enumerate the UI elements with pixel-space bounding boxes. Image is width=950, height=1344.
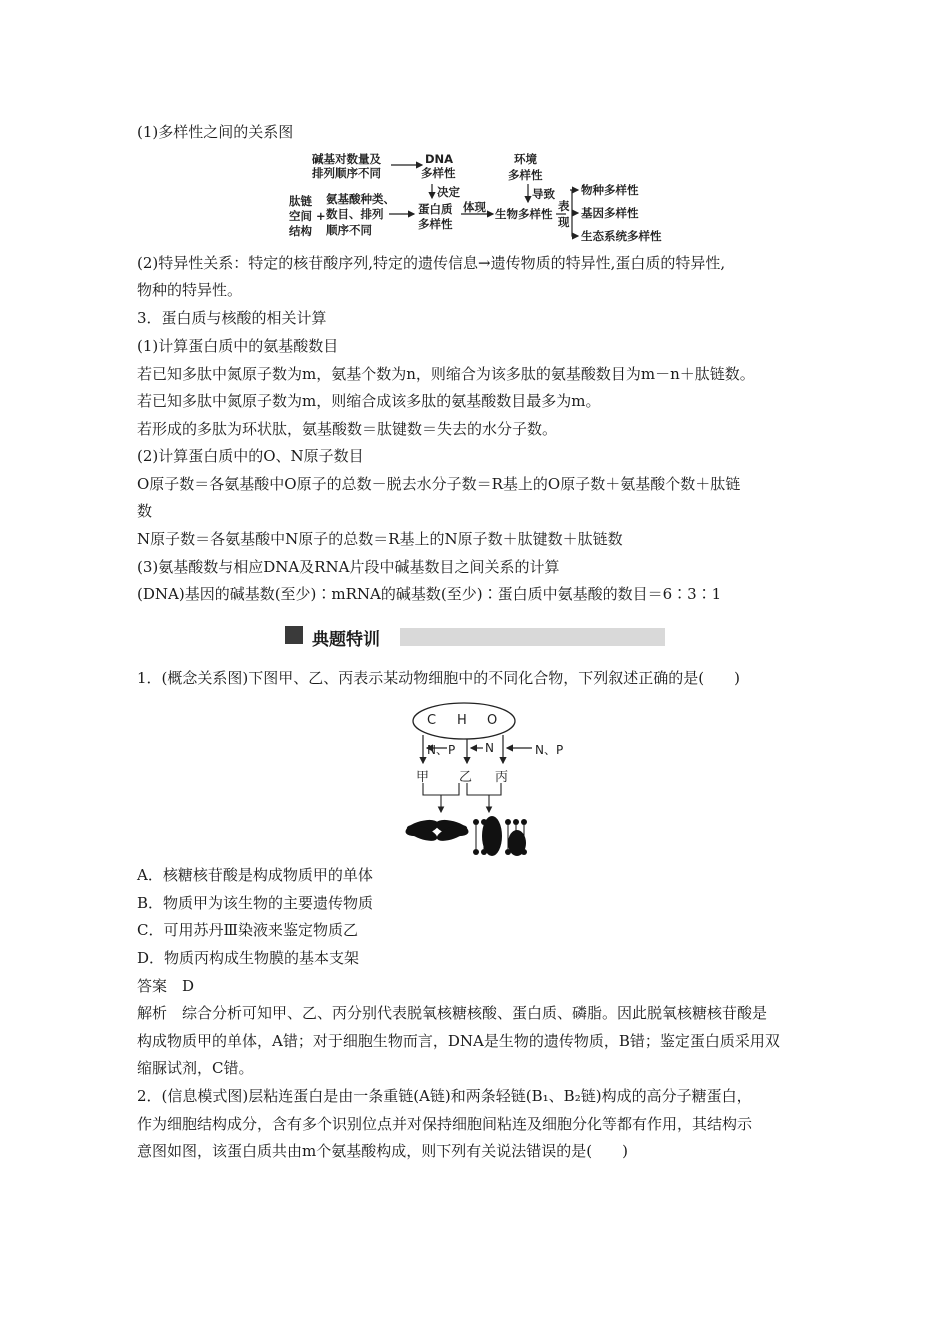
- decide-label: 决定: [437, 185, 460, 199]
- amino-acid-label-2: 数目、排列: [326, 207, 384, 221]
- q1-option-a: A．核糖核苷酸是构成物质甲的单体: [137, 866, 373, 884]
- q1-analysis-3: 缩脲试剂，C错。: [137, 1059, 254, 1077]
- q1-answer: 答案 D: [137, 977, 195, 995]
- n-mid-label: N: [485, 741, 494, 755]
- dna-label-1: DNA: [425, 152, 454, 166]
- element-o: O: [487, 713, 498, 728]
- calc-sub-heading-1: (1)计算蛋白质中的氨基酸数目: [137, 337, 339, 355]
- embody-label: 体现: [463, 200, 486, 214]
- q1-stem: 1．(概念关系图)下图甲、乙、丙表示某动物细胞中的不同化合物，下列叙述正确的是( ): [137, 669, 740, 687]
- specificity-line-2: 物种的特异性。: [137, 281, 243, 299]
- o-atom-line-1: O原子数＝各氨基酸中O原子的总数－脱去水分子数＝R基上的O原子数＋氨基酸个数＋肽链: [137, 475, 741, 493]
- amino-acid-label-3: 顺序不同: [326, 223, 372, 237]
- protein-label-2: 多样性: [418, 217, 453, 231]
- diversity-heading: (1)多样性之间的关系图: [137, 123, 294, 141]
- specificity-line-1: (2)特异性关系：特定的核苷酸序列,特定的遗传信息→遗传物质的特异性,蛋白质的特异性,: [137, 254, 726, 272]
- q2-line-3: 意图如图，该蛋白质共由m个氨基酸构成，则下列有关说法错误的是( ): [137, 1142, 628, 1160]
- gene-diversity-label: 基因多样性: [581, 206, 639, 220]
- base-seq-label-2: 排列顺序不同: [312, 166, 381, 180]
- show-label-2: 现: [558, 215, 570, 229]
- n-atom-line: N原子数＝各氨基酸中N原子的总数＝R基上的N原子数＋肽键数＋肽链数: [137, 530, 623, 548]
- lead-label: 导致: [532, 187, 555, 201]
- q1-option-c: C．可用苏丹Ⅲ染液来鉴定物质乙: [137, 921, 358, 939]
- peptide-label-2: 空间 +: [289, 209, 326, 223]
- o-atom-line-2: 数: [137, 502, 153, 520]
- label-yi: 乙: [459, 770, 473, 785]
- env-label-1: 环境: [514, 152, 537, 166]
- label-bing: 丙: [495, 770, 509, 785]
- biodiversity-label: 生物多样性: [495, 207, 553, 221]
- amino-acid-label-1: 氨基酸种类、: [326, 192, 395, 206]
- element-h: H: [457, 713, 467, 728]
- calc-section-heading: 3．蛋白质与核酸的相关计算: [137, 309, 327, 327]
- label-jia: 甲: [416, 770, 430, 785]
- base-seq-label-1: 碱基对数量及: [312, 152, 381, 166]
- banner-title: 典题特训: [312, 630, 380, 650]
- ecosystem-diversity-label: 生态系统多样性: [581, 229, 662, 243]
- calc-line-3: 若形成的多肽为环状肽，氨基酸数＝肽键数＝失去的水分子数。: [137, 420, 558, 438]
- np-right-label: N、P: [535, 743, 564, 757]
- q2-line-2: 作为细胞结构成分，含有多个识别位点并对保持细胞间粘连及细胞分化等都有作用，其结构示: [137, 1115, 753, 1133]
- env-label-2: 多样性: [508, 168, 543, 182]
- q1-analysis-1: 解析 综合分析可知甲、乙、丙分别代表脱氧核糖核酸、蛋白质、磷脂。因此脱氧核糖核苷酸是: [137, 1004, 768, 1022]
- calc-sub-heading-2: (2)计算蛋白质中的O、N原子数目: [137, 447, 364, 465]
- calc-line-2: 若已知多肽中氮原子数为m，则缩合成该多肽的氨基酸数目最多为m。: [137, 392, 601, 410]
- q2-line-1: 2．(信息模式图)层粘连蛋白是由一条重链(A链)和两条轻链(B₁、B₂链)构成的高分子糖蛋白，: [137, 1087, 752, 1105]
- q1-option-d: D．物质丙构成生物膜的基本支架: [137, 949, 360, 967]
- q1-analysis-2: 构成物质甲的单体，A错；对于细胞生物而言，DNA是生物的遗传物质，B错；鉴定蛋白质采用双: [137, 1032, 780, 1050]
- dna-label-2: 多样性: [421, 166, 456, 180]
- element-c: C: [427, 713, 437, 728]
- peptide-label-1: 肽链: [289, 194, 312, 208]
- q1-option-b: B．物质甲为该生物的主要遗传物质: [137, 894, 374, 912]
- calc-sub-heading-3: (3)氨基酸数与相应DNA及RNA片段中碱基数目之间关系的计算: [137, 558, 560, 576]
- species-diversity-label: 物种多样性: [581, 183, 639, 197]
- peptide-label-3: 结构: [289, 224, 312, 238]
- show-label-1: 表: [558, 199, 570, 213]
- np-left-label: N、P: [427, 743, 456, 757]
- calc-line-1: 若已知多肽中氮原子数为m，氨基个数为n，则缩合为该多肽的氨基酸数目为m－n＋肽链数。: [137, 365, 755, 383]
- ratio-line: (DNA)基因的碱基数(至少)∶mRNA的碱基数(至少)∶蛋白质中氨基酸的数目＝6∶3∶1: [137, 585, 722, 603]
- protein-label-1: 蛋白质: [418, 202, 453, 216]
